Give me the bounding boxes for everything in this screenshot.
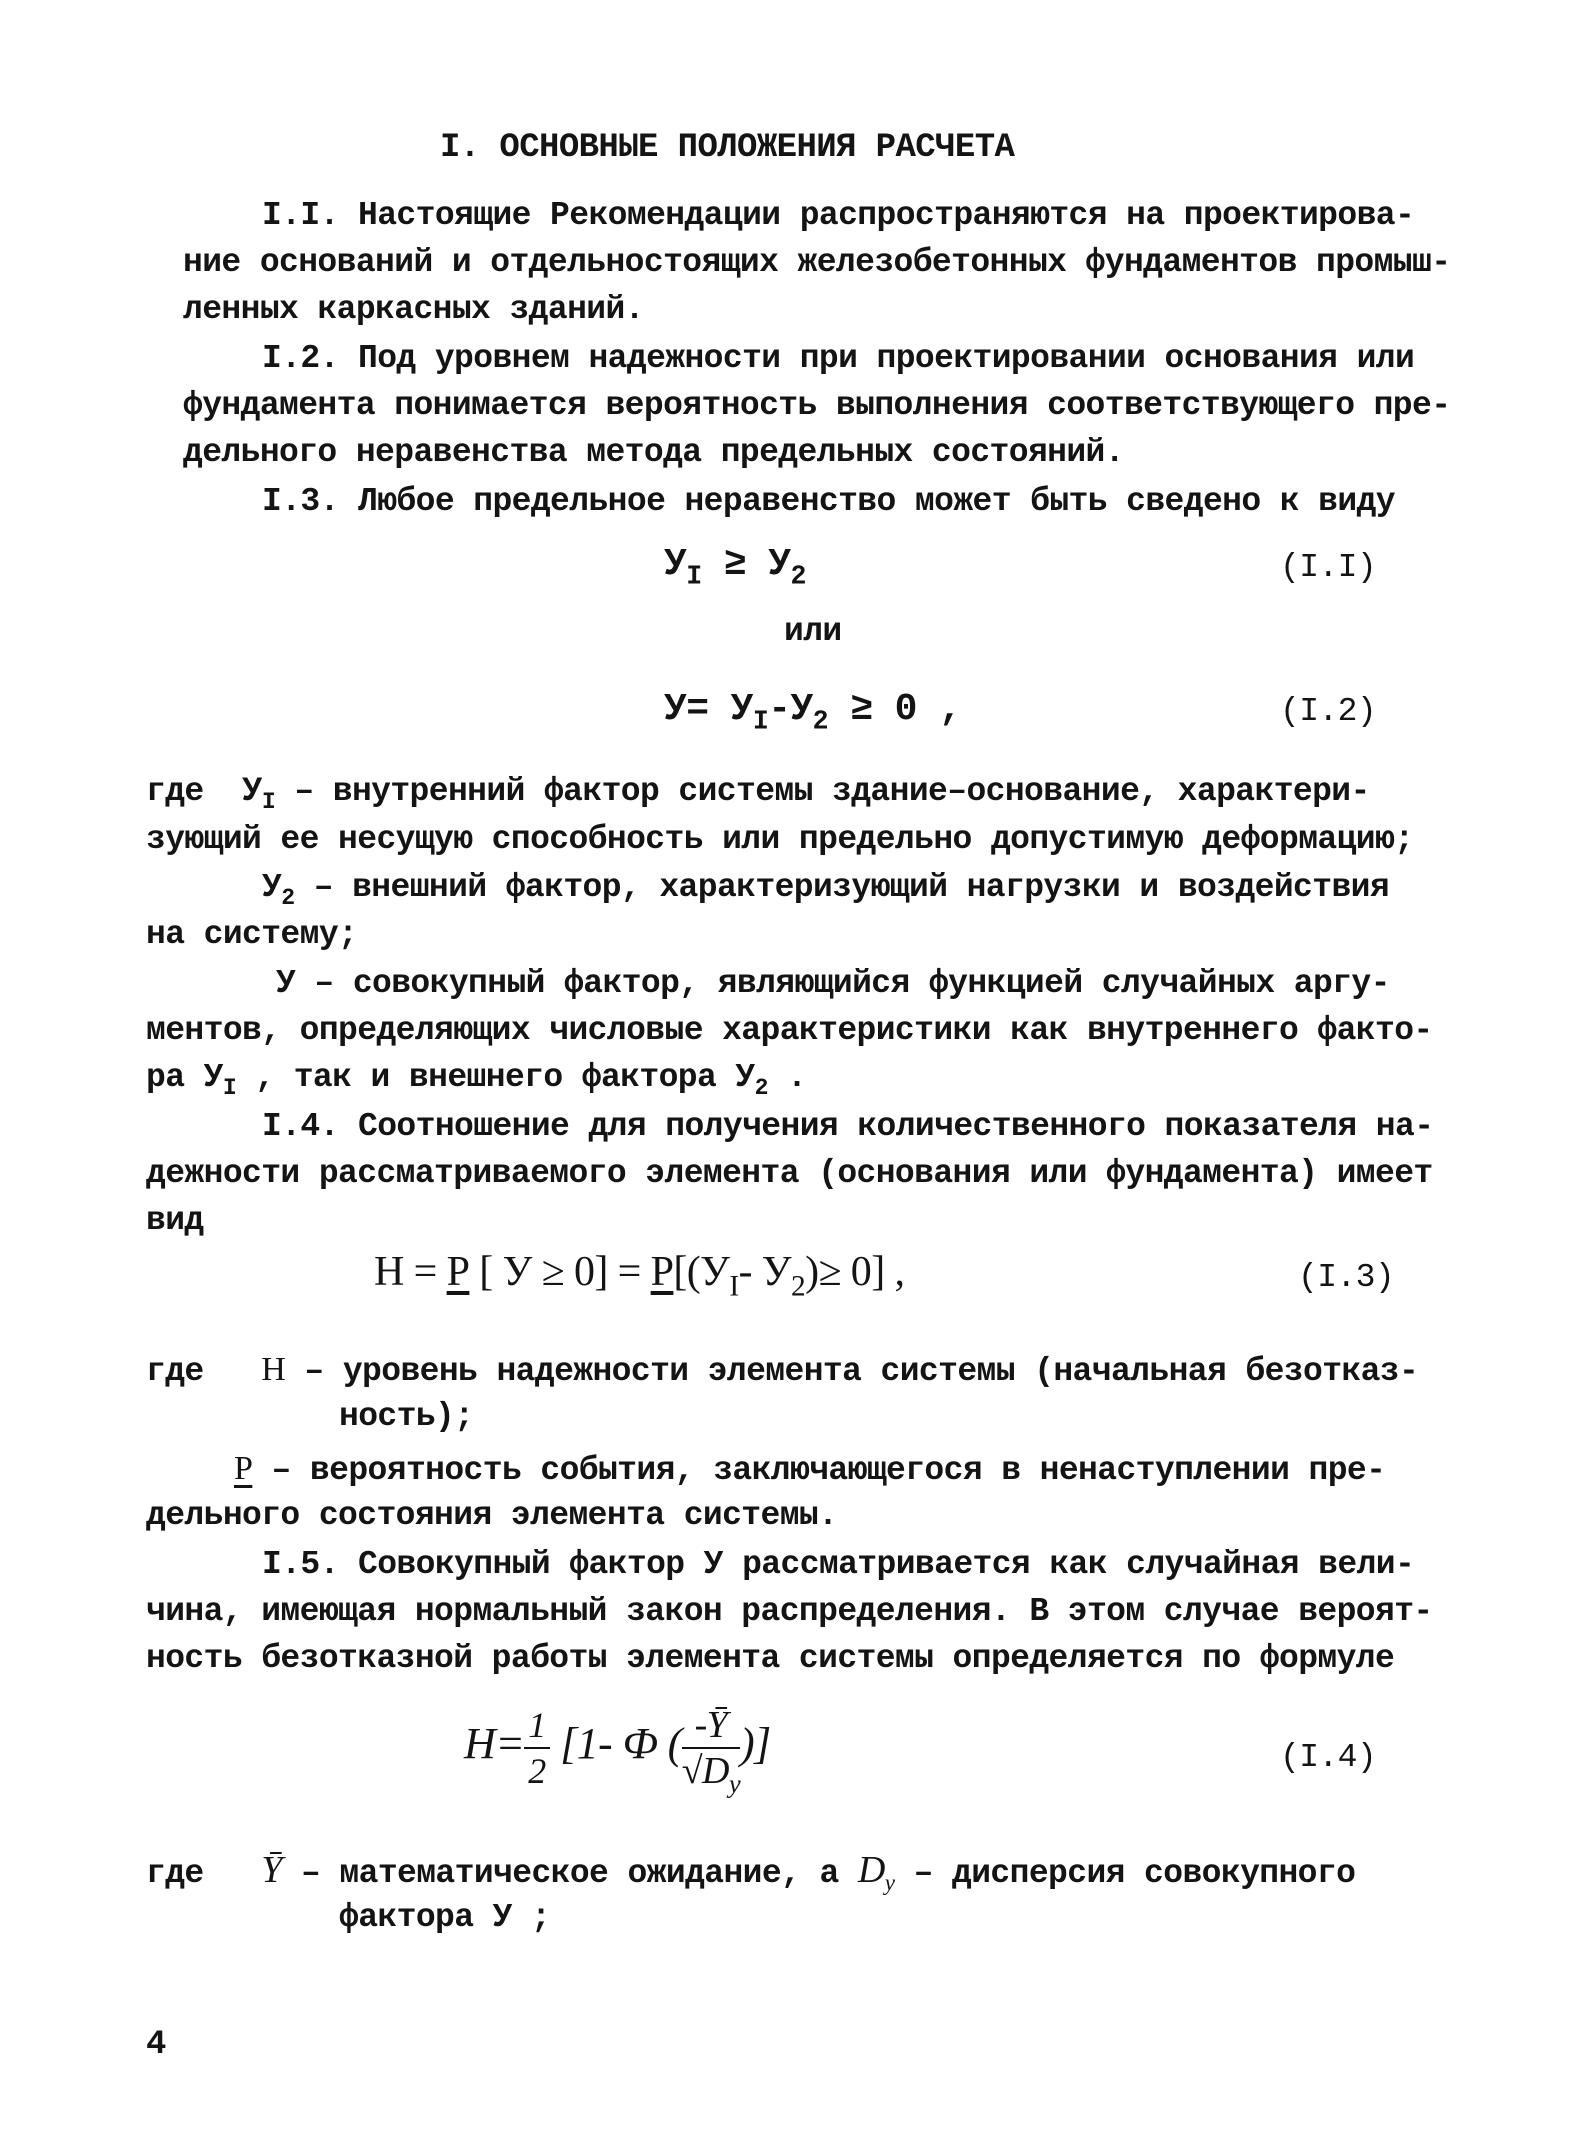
- equation-1-1: $У_I \ge У_2$: [664, 543, 806, 592]
- equation-1-3: Н = Р [ $У \ge 0] = Р[(У_I-$ $У_2)\ge 0$] ,: [374, 1249, 905, 1303]
- definition-p-line-2: дельного состояния элемента системы.: [146, 1497, 838, 1534]
- paragraph-1-1-line-3: ленных каркасных зданий.: [183, 291, 644, 328]
- definition-h-line-1: где Н – уровень надежности элемента системы (начальная безотказ-: [146, 1351, 1419, 1390]
- definition-p-line-1: Р – вероятность события, заключающегося в ненаступлении пре-: [234, 1450, 1386, 1489]
- paragraph-1-2-line-1: I.2. Под уровнем надежности при проектировании основания или: [262, 340, 1415, 377]
- paragraph-1-3: I.3. Любое предельное неравенство может быть сведено к виду: [262, 483, 1395, 520]
- paragraph-1-1-line-1: I.I. Настоящие Рекомендации распространяются на проектирова-: [262, 197, 1415, 234]
- page-number: 4: [146, 2026, 166, 2064]
- definition-y-line-3: ра $У_I$ , так и внешнего фактора $У_2$ .: [146, 1059, 807, 1102]
- definition-y-line-1: У – совокупный фактор, являющийся функцией случайных аргу-: [276, 965, 1390, 1002]
- equation-1-2-label: (I.2): [1280, 693, 1377, 730]
- paragraph-1-1-line-2: ние оснований и отдельностоящих железобетонных фундаментов промыш-: [183, 244, 1451, 281]
- equation-1-2: $У= У_I-У_2 \ge 0$ ,: [664, 688, 962, 737]
- definition-y1-line-1: где $У_I$ – внутренний фактор системы здание–основание, характери-: [146, 773, 1370, 816]
- paragraph-1-4-line-2: дежности рассматриваемого элемента (основания или фундамента) имеет: [146, 1155, 1433, 1192]
- paragraph-1-2-line-3: дельного неравенства метода предельных состояний.: [183, 434, 1124, 471]
- definition-ybar-line-2: фактора У ;: [339, 1899, 551, 1936]
- section-title: I. ОСНОВНЫЕ ПОЛОЖЕНИЯ РАСЧЕТА: [440, 129, 1015, 167]
- definition-y1-line-2: зующий ее несущую способность или предельно допустимую деформацию;: [146, 821, 1414, 858]
- equation-1-1-label: (I.I): [1280, 549, 1377, 586]
- paragraph-1-5-line-1: I.5. Совокупный фактор У рассматривается как случайная вели-: [262, 1546, 1415, 1583]
- paragraph-1-4-line-1: I.4. Соотношение для получения количественного показателя на-: [262, 1108, 1434, 1145]
- definition-y2-line-2: на систему;: [146, 916, 358, 953]
- definition-y-line-2: ментов, определяющих числовые характеристики как внутреннего факто-: [146, 1012, 1433, 1049]
- equation-1-4: H= $\frac{1}{2}$ [1- Ф ( $\frac{-Ȳ}{√D_y}$ )]: [464, 1703, 771, 1799]
- paragraph-1-2-line-2: фундамента понимается вероятность выполнения соответствующего пре-: [183, 387, 1451, 424]
- paragraph-1-5-line-3: ность безотказной работы элемента системы определяется по формуле: [146, 1640, 1395, 1677]
- or-word: или: [784, 613, 842, 650]
- equation-1-4-label: (I.4): [1280, 1739, 1377, 1776]
- paragraph-1-4-line-3: вид: [146, 1202, 204, 1239]
- paragraph-1-5-line-2: чина, имеющая нормальный закон распределения. В этом случае вероят-: [146, 1593, 1433, 1630]
- definition-ybar-line-1: где Ȳ – математическое ожидание, а $D_y$ – дисперсия совокупного: [146, 1849, 1356, 1896]
- definition-y2-line-1: $У_2$ – внешний фактор, характеризующий нагрузки и воздействия: [262, 869, 1390, 912]
- equation-1-3-label: (I.3): [1298, 1259, 1395, 1296]
- definition-h-line-2: ность);: [339, 1398, 474, 1435]
